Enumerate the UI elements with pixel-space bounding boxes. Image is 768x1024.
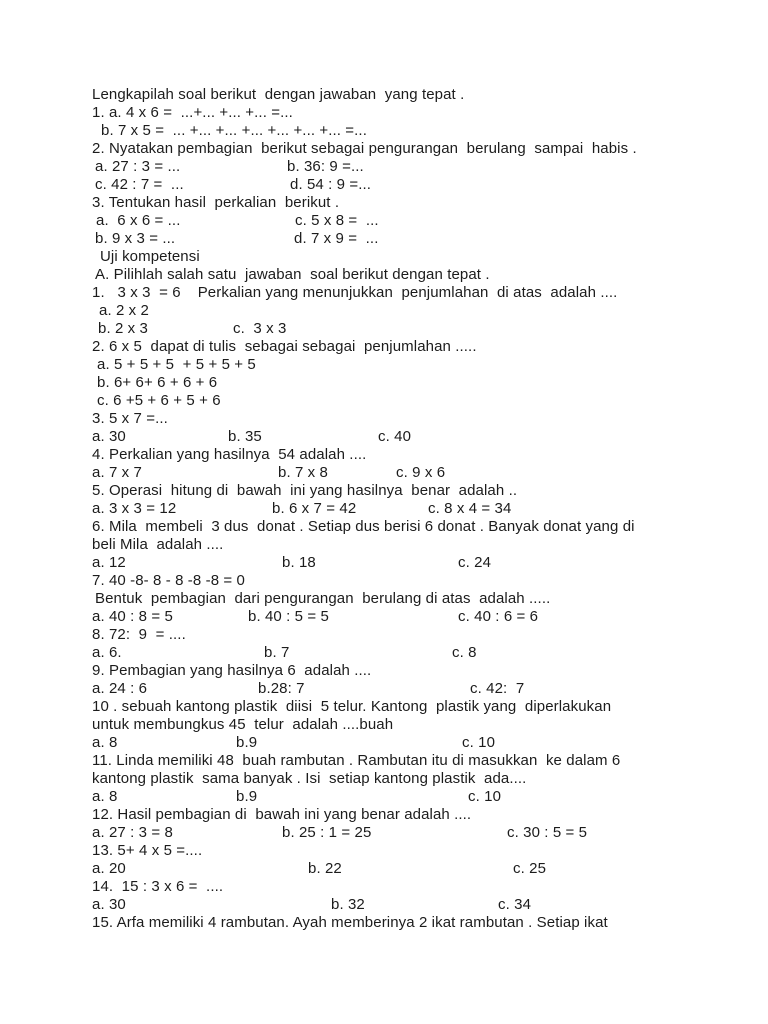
worksheet-line-44-seg-0: 14. 15 : 3 x 6 = .... (92, 878, 224, 895)
worksheet-line-21-seg-0: a. 7 x 7 (92, 464, 142, 481)
worksheet-line-40-seg-0: 12. Hasil pembagian di bawah ini yang benar adalah .... (92, 806, 472, 823)
worksheet-line-5-seg-1: d. 54 : 9 =... (290, 176, 372, 193)
worksheet-line-29-seg-0: a. 40 : 8 = 5 (92, 608, 173, 625)
worksheet-line-19-seg-2: c. 40 (378, 428, 412, 445)
worksheet-line-39-seg-1: b.9 (236, 788, 258, 805)
worksheet-line-37-seg-0: 11. Linda memiliki 48 buah rambutan . Rambutan itu di masukkan ke dalam 6 (92, 752, 621, 769)
worksheet-line-21-seg-2: c. 9 x 6 (396, 464, 446, 481)
worksheet-line-41-seg-1: b. 25 : 1 = 25 (282, 824, 372, 841)
worksheet-line-36-seg-2: c. 10 (462, 734, 496, 751)
worksheet-line-0-seg-0: Lengkapilah soal berikut dengan jawaban yang tepat . (92, 86, 465, 103)
worksheet-line-7-seg-0: a. 6 x 6 = ... (96, 212, 181, 229)
worksheet-line-46-seg-0: 15. Arfa memiliki 4 rambutan. Ayah memberinya 2 ikat rambutan . Setiap ikat (92, 914, 608, 931)
worksheet-line-23-seg-2: c. 8 x 4 = 34 (428, 500, 512, 517)
worksheet-line-33-seg-0: a. 24 : 6 (92, 680, 148, 697)
worksheet-line-39-seg-0: a. 8 (92, 788, 118, 805)
worksheet-line-26-seg-2: c. 24 (458, 554, 492, 571)
worksheet-line-45-seg-0: a. 30 (92, 896, 126, 913)
worksheet-line-38-seg-0: kantong plastik sama banyak . Isi setiap kantong plastik ada.... (92, 770, 527, 787)
worksheet-line-7-seg-1: c. 5 x 8 = ... (295, 212, 379, 229)
worksheet-line-31-seg-0: a. 6. (92, 644, 122, 661)
worksheet-line-19-seg-0: a. 30 (92, 428, 126, 445)
worksheet-line-41-seg-2: c. 30 : 5 = 5 (507, 824, 588, 841)
worksheet-line-4-seg-0: a. 27 : 3 = ... (95, 158, 181, 175)
worksheet-line-15-seg-0: a. 5 + 5 + 5 + 5 + 5 + 5 (97, 356, 256, 373)
worksheet-line-28-seg-0: Bentuk pembagian dari pengurangan berulang di atas adalah ..... (95, 590, 551, 607)
worksheet-line-8-seg-1: d. 7 x 9 = ... (294, 230, 379, 247)
worksheet-line-43-seg-2: c. 25 (513, 860, 547, 877)
worksheet-line-5-seg-0: c. 42 : 7 = ... (95, 176, 184, 193)
worksheet-line-14-seg-0: 2. 6 x 5 dapat di tulis sebagai sebagai penjumlahan ..... (92, 338, 477, 355)
worksheet-line-31-seg-2: c. 8 (452, 644, 477, 661)
worksheet-line-33-seg-1: b.28: 7 (258, 680, 305, 697)
worksheet-line-23-seg-0: a. 3 x 3 = 12 (92, 500, 177, 517)
worksheet-line-6-seg-0: 3. Tentukan hasil perkalian berikut . (92, 194, 340, 211)
worksheet-line-45-seg-2: c. 34 (498, 896, 532, 913)
worksheet-line-39-seg-2: c. 10 (468, 788, 502, 805)
worksheet-line-2-seg-0: b. 7 x 5 = ... +... +... +... +... +... +... =... (101, 122, 367, 139)
worksheet-line-43-seg-1: b. 22 (308, 860, 342, 877)
worksheet-line-26-seg-0: a. 12 (92, 554, 126, 571)
worksheet-line-29-seg-1: b. 40 : 5 = 5 (248, 608, 329, 625)
worksheet-line-4-seg-1: b. 36: 9 =... (287, 158, 364, 175)
worksheet-line-9-seg-0: Uji kompetensi (100, 248, 200, 265)
worksheet-line-24-seg-0: 6. Mila membeli 3 dus donat . Setiap dus berisi 6 donat . Banyak donat yang di (92, 518, 635, 535)
worksheet-line-34-seg-0: 10 . sebuah kantong plastik diisi 5 telur. Kantong plastik yang diperlakukan (92, 698, 612, 715)
worksheet-line-31-seg-1: b. 7 (264, 644, 290, 661)
worksheet-line-27-seg-0: 7. 40 -8- 8 - 8 -8 -8 = 0 (92, 572, 245, 589)
worksheet-line-33-seg-2: c. 42: 7 (470, 680, 525, 697)
worksheet-line-42-seg-0: 13. 5+ 4 x 5 =.... (92, 842, 203, 859)
worksheet-line-32-seg-0: 9. Pembagian yang hasilnya 6 adalah .... (92, 662, 372, 679)
worksheet-line-13-seg-0: b. 2 x 3 (98, 320, 148, 337)
worksheet-line-12-seg-0: a. 2 x 2 (99, 302, 149, 319)
worksheet-line-36-seg-0: a. 8 (92, 734, 118, 751)
worksheet-line-16-seg-0: b. 6+ 6+ 6 + 6 + 6 (97, 374, 218, 391)
worksheet-line-18-seg-0: 3. 5 x 7 =... (92, 410, 168, 427)
worksheet-line-19-seg-1: b. 35 (228, 428, 262, 445)
worksheet-line-26-seg-1: b. 18 (282, 554, 316, 571)
worksheet-line-30-seg-0: 8. 72: 9 = .... (92, 626, 186, 643)
worksheet-line-45-seg-1: b. 32 (331, 896, 365, 913)
worksheet-line-3-seg-0: 2. Nyatakan pembagian berikut sebagai pengurangan berulang sampai habis . (92, 140, 637, 157)
worksheet-line-8-seg-0: b. 9 x 3 = ... (95, 230, 176, 247)
worksheet-line-17-seg-0: c. 6 +5 + 6 + 5 + 6 (97, 392, 221, 409)
worksheet-line-23-seg-1: b. 6 x 7 = 42 (272, 500, 357, 517)
worksheet-line-21-seg-1: b. 7 x 8 (278, 464, 328, 481)
worksheet-line-10-seg-0: A. Pilihlah salah satu jawaban soal berikut dengan tepat . (95, 266, 490, 283)
worksheet-line-11-seg-0: 1. 3 x 3 = 6 Perkalian yang menunjukkan penjumlahan di atas adalah .... (92, 284, 618, 301)
worksheet-line-25-seg-0: beli Mila adalah .... (92, 536, 224, 553)
worksheet-line-35-seg-0: untuk membungkus 45 telur adalah ....buah (92, 716, 394, 733)
worksheet-line-36-seg-1: b.9 (236, 734, 258, 751)
worksheet-line-22-seg-0: 5. Operasi hitung di bawah ini yang hasilnya benar adalah .. (92, 482, 518, 499)
worksheet-line-41-seg-0: a. 27 : 3 = 8 (92, 824, 173, 841)
worksheet-line-20-seg-0: 4. Perkalian yang hasilnya 54 adalah .... (92, 446, 367, 463)
worksheet-line-13-seg-1: c. 3 x 3 (233, 320, 287, 337)
worksheet-line-43-seg-0: a. 20 (92, 860, 126, 877)
worksheet-line-1-seg-0: 1. a. 4 x 6 = ...+... +... +... =... (92, 104, 293, 121)
worksheet-line-29-seg-2: c. 40 : 6 = 6 (458, 608, 539, 625)
